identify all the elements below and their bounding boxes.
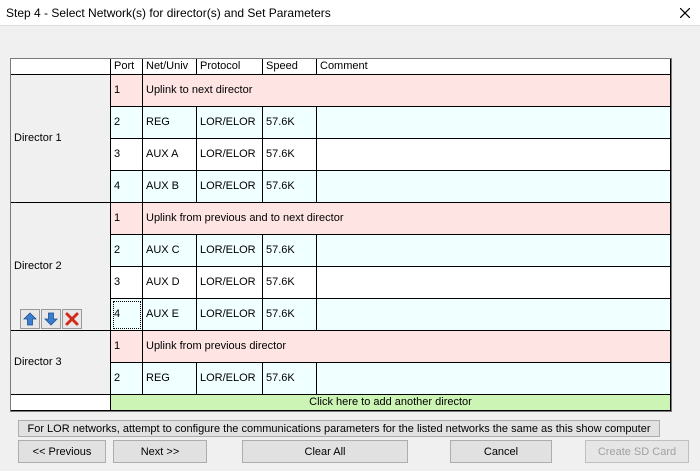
protocol-cell[interactable]: LOR/ELOR (197, 299, 263, 331)
protocol-cell[interactable]: LOR/ELOR (197, 235, 263, 267)
protocol-cell[interactable]: LOR/ELOR (197, 171, 263, 203)
port-cell[interactable]: 3 (111, 267, 143, 299)
uplink-cell: Uplink from previous and to next director (143, 203, 671, 235)
port-cell[interactable]: 2 (111, 107, 143, 139)
clear-all-button[interactable]: Clear All (242, 440, 408, 463)
comment-cell[interactable] (317, 171, 671, 203)
port-cell[interactable]: 4 (111, 171, 143, 203)
close-icon (680, 8, 690, 18)
header-protocol: Protocol (197, 59, 263, 75)
comment-cell[interactable] (317, 363, 671, 395)
protocol-cell[interactable]: LOR/ELOR (197, 139, 263, 171)
speed-cell[interactable]: 57.6K (263, 299, 317, 331)
next-button[interactable]: Next >> (113, 440, 207, 463)
network-cell[interactable]: AUX D (143, 267, 197, 299)
network-cell[interactable]: AUX B (143, 171, 197, 203)
speed-cell[interactable]: 57.6K (263, 267, 317, 299)
speed-cell[interactable]: 57.6K (263, 139, 317, 171)
previous-button[interactable]: << Previous (18, 440, 106, 463)
port-cell[interactable]: 2 (111, 235, 143, 267)
header-netuniv: Net/Univ (143, 59, 197, 75)
protocol-cell[interactable]: LOR/ELOR (197, 107, 263, 139)
port-cell[interactable]: 1 (111, 203, 143, 235)
window-title: Step 4 - Select Network(s) for director(s) and Set Parameters (6, 6, 331, 20)
uplink-cell: Uplink from previous director (143, 331, 671, 363)
protocol-cell[interactable]: LOR/ELOR (197, 267, 263, 299)
port-cell[interactable]: 2 (111, 363, 143, 395)
uplink-cell: Uplink to next director (143, 75, 671, 107)
network-cell[interactable]: AUX A (143, 139, 197, 171)
director-3-label[interactable]: Director 3 (11, 331, 111, 395)
protocol-cell[interactable]: LOR/ELOR (197, 363, 263, 395)
red-x-icon (64, 311, 80, 327)
header-comment: Comment (317, 59, 671, 75)
move-up-button[interactable] (20, 309, 40, 329)
comment-cell[interactable] (317, 139, 671, 171)
delete-director-button[interactable] (62, 309, 82, 329)
port-cell[interactable]: 1 (111, 331, 143, 363)
header-speed: Speed (263, 59, 317, 75)
header-port: Port (111, 59, 143, 75)
speed-cell[interactable]: 57.6K (263, 235, 317, 267)
add-row-blank (11, 395, 111, 411)
create-sd-card-button[interactable]: Create SD Card (585, 440, 689, 463)
title-bar (0, 0, 700, 26)
comment-cell[interactable] (317, 299, 671, 331)
director-2-label[interactable]: Director 2 (11, 203, 111, 331)
network-cell[interactable]: AUX C (143, 235, 197, 267)
close-button[interactable] (670, 0, 700, 26)
header-blank (11, 59, 111, 75)
port-cell[interactable]: 4 (111, 299, 143, 331)
speed-cell[interactable]: 57.6K (263, 171, 317, 203)
cancel-button[interactable]: Cancel (450, 440, 552, 463)
network-grid (10, 58, 672, 412)
comment-cell[interactable] (317, 107, 671, 139)
network-cell[interactable]: REG (143, 363, 197, 395)
move-down-button[interactable] (41, 309, 61, 329)
speed-cell[interactable]: 57.6K (263, 363, 317, 395)
configure-comm-button[interactable]: For LOR networks, attempt to configure the communications parameters for the listed networks the same as this show computer (18, 420, 660, 437)
add-director-button[interactable]: Click here to add another director (111, 395, 671, 411)
arrow-down-icon (43, 311, 59, 327)
port-cell[interactable]: 3 (111, 139, 143, 171)
port-cell[interactable]: 1 (111, 75, 143, 107)
comment-cell[interactable] (317, 267, 671, 299)
director-1-label[interactable]: Director 1 (11, 75, 111, 203)
speed-cell[interactable]: 57.6K (263, 107, 317, 139)
arrow-up-icon (22, 311, 38, 327)
comment-cell[interactable] (317, 235, 671, 267)
network-cell[interactable]: AUX E (143, 299, 197, 331)
network-cell[interactable]: REG (143, 107, 197, 139)
